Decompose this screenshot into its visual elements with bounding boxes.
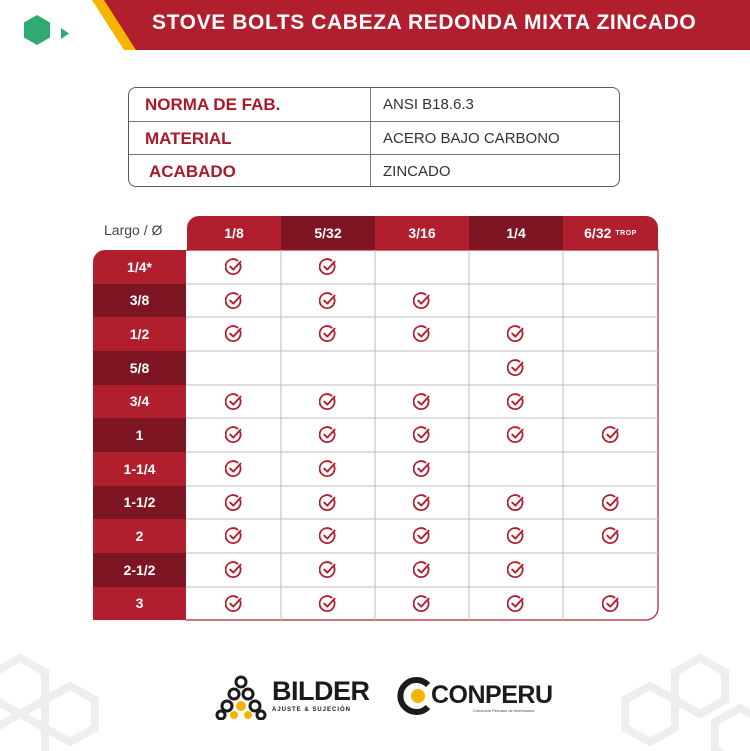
check-circle-icon xyxy=(413,460,431,478)
check-circle-icon xyxy=(413,561,431,579)
check-circle-icon xyxy=(225,325,243,343)
conperu-tagline: Consorcio Peruano de Inversiones xyxy=(473,708,535,713)
check-circle-icon xyxy=(602,494,620,512)
check-circle-icon xyxy=(507,359,525,377)
check-circle-icon xyxy=(225,393,243,411)
spec-value: ACERO BAJO CARBONO xyxy=(383,130,560,147)
row-header: 1/4* xyxy=(127,259,152,275)
check-circle-icon xyxy=(507,393,525,411)
check-circle-icon xyxy=(602,426,620,444)
row-header: 1-1/2 xyxy=(123,494,156,510)
conperu-logo-text: CONPERU xyxy=(431,681,553,709)
spec-key: ACABADO xyxy=(149,162,236,181)
check-circle-icon xyxy=(319,426,337,444)
check-circle-icon xyxy=(507,325,525,343)
check-circle-icon xyxy=(413,325,431,343)
column-header-label: 1/8 xyxy=(224,225,244,241)
row-header: 2 xyxy=(135,528,144,544)
spec-key: MATERIAL xyxy=(145,129,232,148)
column-header xyxy=(187,216,281,250)
row-header: 1/2 xyxy=(129,326,150,342)
check-circle-icon xyxy=(319,393,337,411)
check-circle-icon xyxy=(225,292,243,310)
check-circle-icon xyxy=(507,494,525,512)
check-circle-icon xyxy=(225,527,243,545)
row-header: 2-1/2 xyxy=(123,562,156,578)
check-circle-icon xyxy=(319,292,337,310)
check-circle-icon xyxy=(225,258,243,276)
row-header: 1-1/4 xyxy=(123,461,156,477)
check-circle-icon xyxy=(507,561,525,579)
check-circle-icon xyxy=(225,561,243,579)
hex-pattern-background xyxy=(0,648,750,751)
column-header xyxy=(375,216,469,250)
check-circle-icon xyxy=(319,494,337,512)
check-circle-icon xyxy=(413,393,431,411)
bilder-logo-icon xyxy=(214,674,268,720)
check-circle-icon xyxy=(507,426,525,444)
check-circle-icon xyxy=(225,595,243,613)
check-circle-icon xyxy=(319,595,337,613)
check-circle-icon xyxy=(413,595,431,613)
check-circle-icon xyxy=(413,426,431,444)
check-circle-icon xyxy=(413,292,431,310)
check-circle-icon xyxy=(319,460,337,478)
check-circle-icon xyxy=(413,494,431,512)
bilder-logo-text: BILDER xyxy=(272,676,370,706)
column-header-note: TROP xyxy=(615,230,637,238)
check-circle-icon xyxy=(413,527,431,545)
check-circle-icon xyxy=(319,325,337,343)
bilder-tagline: AJUSTE & SUJECIÓN xyxy=(272,707,352,713)
spec-key: NORMA DE FAB. xyxy=(145,95,281,114)
column-header-label: 1/4 xyxy=(506,225,526,241)
check-circle-icon xyxy=(507,527,525,545)
column-header xyxy=(563,216,658,250)
page-title: STOVE BOLTS CABEZA REDONDA MIXTA ZINCADO xyxy=(152,11,697,34)
row-header: 1 xyxy=(135,427,144,443)
check-circle-icon xyxy=(602,527,620,545)
check-circle-icon xyxy=(602,595,620,613)
spec-value: ZINCADO xyxy=(383,163,451,180)
row-header: 3/8 xyxy=(129,292,150,308)
corner-label: Largo / Ø xyxy=(104,222,163,238)
check-circle-icon xyxy=(319,258,337,276)
check-circle-icon xyxy=(225,426,243,444)
check-circle-icon xyxy=(507,595,525,613)
column-header-label: 3/16 xyxy=(408,225,436,241)
check-circle-icon xyxy=(225,460,243,478)
column-header xyxy=(469,216,563,250)
column-header-label: 6/32 xyxy=(584,225,612,241)
column-header-label: 5/32 xyxy=(314,225,342,241)
row-header: 3/4 xyxy=(129,393,150,409)
spec-value: ANSI B18.6.3 xyxy=(383,96,474,113)
row-header: 5/8 xyxy=(129,360,150,376)
column-header xyxy=(281,216,375,250)
row-header: 3 xyxy=(135,595,144,611)
check-circle-icon xyxy=(319,527,337,545)
check-circle-icon xyxy=(319,561,337,579)
check-circle-icon xyxy=(225,494,243,512)
